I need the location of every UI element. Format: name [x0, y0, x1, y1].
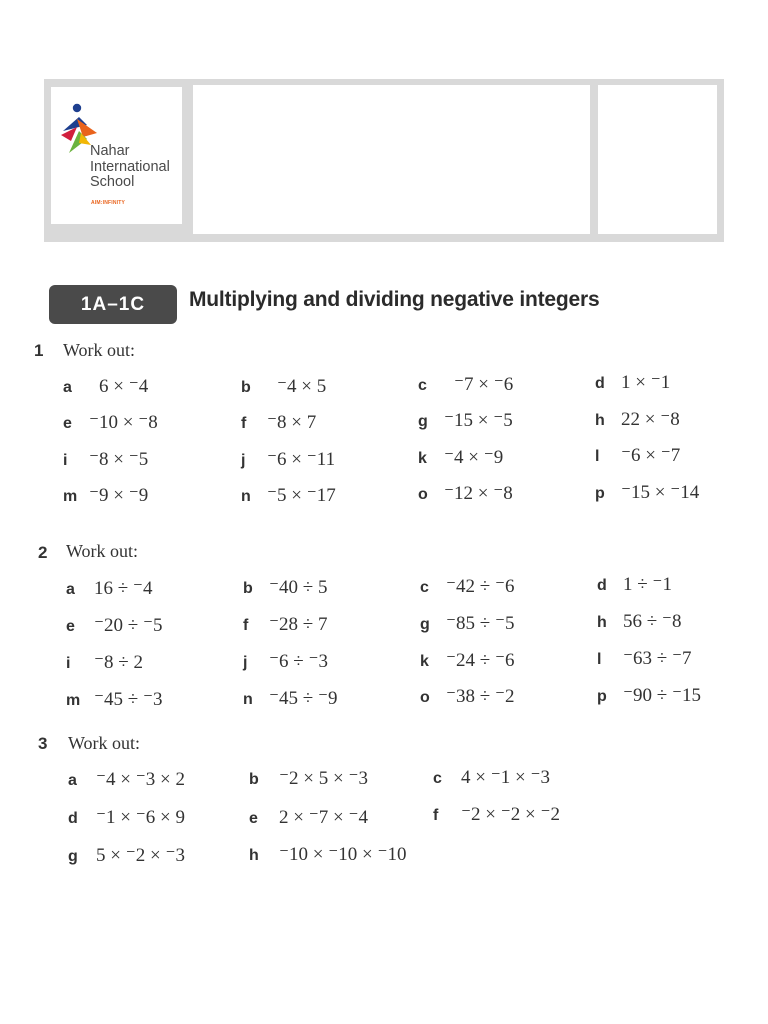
item-label: f [241, 415, 247, 432]
exercise-item [595, 444, 680, 467]
exercise-item [68, 768, 185, 791]
exercise-item [249, 843, 407, 866]
exercise-item [241, 375, 326, 398]
section-badge: 1A–1C [49, 285, 177, 324]
exercise-item [66, 651, 143, 674]
item-label: a [66, 581, 75, 598]
exercise-item [63, 411, 158, 434]
exercise-item [433, 766, 550, 789]
item-label: k [420, 653, 429, 670]
item-expression: ⁻6 ÷ ⁻3 [269, 651, 328, 672]
exercise-item [241, 484, 336, 507]
item-expression: ⁻5 × ⁻17 [267, 485, 336, 506]
item-label: b [249, 771, 259, 788]
item-expression: ⁻38 ÷ ⁻2 [446, 686, 515, 707]
item-label: h [595, 412, 605, 429]
question-prompt: Work out: [66, 541, 139, 561]
exercise-item [249, 767, 368, 790]
item-label: k [418, 450, 427, 467]
item-expression: ⁻24 ÷ ⁻6 [446, 650, 515, 671]
item-label: g [418, 413, 428, 430]
item-expression: 56 ÷ ⁻8 [623, 611, 682, 632]
item-expression: ⁻8 ÷ 2 [94, 652, 143, 673]
item-expression: ⁻42 ÷ ⁻6 [446, 576, 515, 597]
item-label: n [241, 488, 251, 505]
exercise-item [418, 446, 503, 469]
exercise-item [420, 649, 515, 672]
exercise-item [595, 371, 670, 394]
item-expression: 2 × ⁻7 × ⁻4 [279, 807, 368, 828]
item-expression: 6 × ⁻4 [99, 376, 149, 397]
exercise-item [66, 614, 163, 637]
question-number: 2 [38, 543, 48, 562]
item-expression: ⁻10 × ⁻8 [89, 412, 158, 433]
item-label: h [249, 847, 259, 864]
item-expression: ⁻9 × ⁻9 [89, 485, 149, 506]
item-expression: 22 × ⁻8 [621, 409, 680, 430]
item-expression: ⁻6 × ⁻7 [621, 445, 681, 466]
item-expression: ⁻4 × ⁻3 × 2 [96, 769, 185, 790]
item-label: c [418, 377, 427, 394]
item-label: b [241, 379, 251, 396]
exercise-item [249, 806, 368, 829]
item-label: p [595, 485, 605, 502]
item-expression: ⁻4 × ⁻9 [444, 447, 504, 468]
exercise-item [597, 610, 681, 633]
exercise-item [66, 577, 152, 600]
item-expression: ⁻8 × ⁻5 [89, 449, 149, 470]
exercise-item [420, 612, 515, 635]
item-label: o [420, 689, 430, 706]
item-expression: 1 ÷ ⁻1 [623, 574, 672, 595]
item-label: a [68, 772, 77, 789]
item-expression: ⁻12 × ⁻8 [444, 483, 513, 504]
item-label: e [63, 415, 72, 432]
item-label: l [597, 651, 602, 668]
item-expression: ⁻15 × ⁻14 [621, 482, 700, 503]
exercise-item [63, 484, 148, 507]
item-label: m [66, 692, 81, 709]
item-expression: ⁻40 ÷ 5 [269, 577, 328, 598]
item-expression: ⁻10 × ⁻10 × ⁻10 [279, 844, 407, 865]
question-prompt: Work out: [63, 340, 136, 360]
logo-cell [51, 87, 182, 224]
item-label: e [249, 810, 258, 827]
exercise-item [418, 409, 513, 432]
exercise-item [418, 373, 513, 396]
item-label: a [63, 379, 72, 396]
item-expression: ⁻20 ÷ ⁻5 [94, 615, 163, 636]
item-label: i [63, 452, 68, 469]
item-expression: ⁻45 ÷ ⁻9 [269, 688, 338, 709]
item-label: c [420, 579, 429, 596]
item-expression: ⁻8 × 7 [267, 412, 317, 433]
item-expression: ⁻7 × ⁻6 [454, 374, 514, 395]
question-prompt: Work out: [68, 733, 141, 753]
item-label: d [68, 810, 78, 827]
item-expression: 5 × ⁻2 × ⁻3 [96, 845, 185, 866]
school-name-line2: International [90, 158, 170, 175]
exercise-item [241, 448, 335, 471]
exercise-item [420, 575, 515, 598]
item-label: f [433, 807, 439, 824]
item-label: p [597, 688, 607, 705]
item-expression: 1 × ⁻1 [621, 372, 671, 393]
item-expression: ⁻90 ÷ ⁻15 [623, 685, 701, 706]
exercise-item [63, 375, 148, 398]
item-label: d [597, 577, 607, 594]
exercise-item [243, 687, 338, 710]
item-expression: ⁻2 × ⁻2 × ⁻2 [461, 804, 561, 825]
item-label: e [66, 618, 75, 635]
exercise-item [63, 448, 148, 471]
item-label: o [418, 486, 428, 503]
item-expression: ⁻45 ÷ ⁻3 [94, 689, 163, 710]
item-expression: ⁻15 × ⁻5 [444, 410, 513, 431]
exercise-item [66, 688, 163, 711]
school-tagline: AIM:INFINITY [91, 200, 126, 206]
exercise-item [243, 650, 328, 673]
item-label: i [66, 655, 71, 672]
item-label: n [243, 691, 253, 708]
item-expression: ⁻2 × 5 × ⁻3 [279, 768, 368, 789]
header-right-cell [598, 85, 717, 234]
exercise-item [597, 647, 692, 670]
item-label: b [243, 580, 253, 597]
item-label: g [68, 848, 78, 865]
exercise-item [597, 573, 672, 596]
exercise-item [241, 411, 316, 434]
item-label: g [420, 616, 430, 633]
item-label: c [433, 770, 442, 787]
exercise-item [243, 576, 327, 599]
item-label: j [241, 452, 246, 469]
header-frame [44, 79, 724, 242]
school-name-line3: School [90, 174, 135, 190]
exercise-item [418, 482, 513, 505]
exercise-item [243, 613, 327, 636]
question-number: 1 [34, 341, 44, 360]
header-blank-cell [193, 85, 590, 234]
section-title: Multiplying and dividing negative integers [189, 288, 600, 311]
exercise-item [68, 806, 185, 829]
exercise-item [420, 685, 515, 708]
exercise-item [595, 481, 699, 504]
item-label: m [63, 488, 78, 505]
item-expression: ⁻63 ÷ ⁻7 [623, 648, 692, 669]
item-label: l [595, 448, 600, 465]
exercise-item [433, 803, 560, 826]
item-expression: ⁻85 ÷ ⁻5 [446, 613, 515, 634]
item-expression: ⁻1 × ⁻6 × 9 [96, 807, 185, 828]
exercise-item [68, 844, 185, 867]
item-label: d [595, 375, 605, 392]
item-expression: 16 ÷ ⁻4 [94, 578, 153, 599]
exercise-item [597, 684, 701, 707]
question-number: 3 [38, 734, 48, 753]
school-name-line1: Nahar [90, 143, 130, 159]
item-expression: ⁻4 × 5 [277, 376, 327, 397]
item-expression: 4 × ⁻1 × ⁻3 [461, 767, 550, 788]
item-expression: ⁻6 × ⁻11 [267, 449, 336, 470]
item-expression: ⁻28 ÷ 7 [269, 614, 328, 635]
item-label: j [243, 654, 248, 671]
item-label: f [243, 617, 249, 634]
item-label: h [597, 614, 607, 631]
school-name [90, 144, 182, 191]
exercise-item [595, 408, 680, 431]
